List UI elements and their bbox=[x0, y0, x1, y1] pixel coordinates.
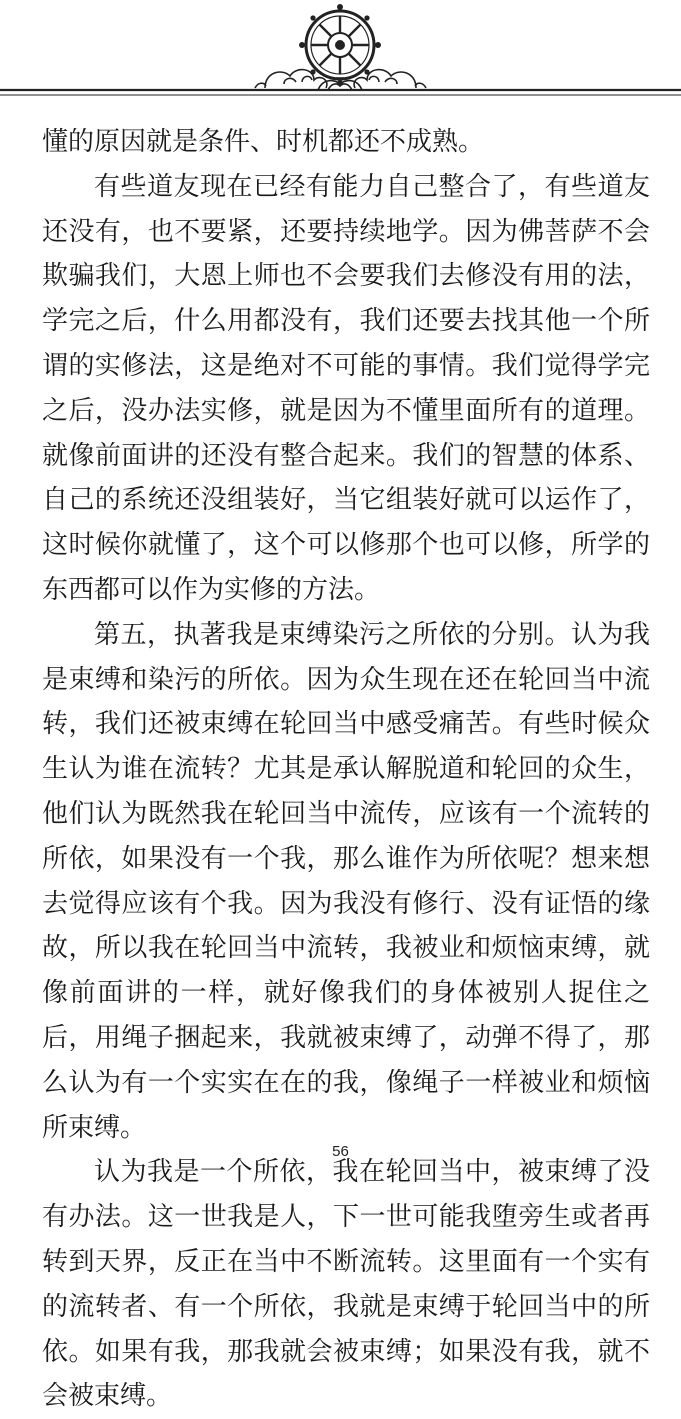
page-number: 56 bbox=[332, 1143, 349, 1160]
paragraph-1: 懂的原因就是条件、时机都还不成熟。 bbox=[42, 127, 485, 157]
paragraph-3: 第五，执著我是束缚染污之所依的分别。认为我是束缚和染污的所依。因为众生现在还在轮回当中流转，我们还被束缚在轮回当中感受痛苦。有些时候众生认为谁在流转？尤其是承认解脱道和轮回的众生，他们认为既然我在轮回当中流传，应该有一个流转的所依，如果没有一个我，那么谁作为所依呢？想来想去觉得应该有个我。因为我没有修行、没有证悟的缘故，所以我在轮回当中流转，我被业和烦恼束缚，就像前面讲的一样，就好像我们的身体被别人捉住之后，用绳子捆起来，我就被束缚了，动弹不得了，那么认为有一个实实在在的我，像绳子一样被业和烦恼所束缚。 bbox=[42, 619, 650, 1143]
paragraph-4: 认为我是一个所依，我在轮回当中，被束缚了没有办法。这一世我是人，下一世可能我堕旁生或者再转到天界，反正在当中不断流转。这里面有一个实有的流转者、有一个所依，我就是束缚于轮回当中的所依。如果有我，那我就会被束缚；如果没有我，就不会被束缚。 bbox=[42, 1157, 650, 1412]
paragraph-2: 有些道友现在已经有能力自己整合了，有些道友还没有，也不要紧，还要持续地学。因为佛菩萨不会欺骗我们，大恩上师也不会要我们去修没有用的法，学完之后，什么用都没有，我们还要去找其他一个所谓的实修法，这是绝对不可能的事情。我们觉得学完之后，没办法实修，就是因为不懂里面所有的道理。就像前面讲的还没有整合起来。我们的智慧的体系、自己的系统还没组装好，当它组装好就可以运作了，这时候你就懂了，这个可以修那个也可以修，所学的东西都可以作为实修的方法。 bbox=[42, 171, 650, 605]
dharma-wheel-ornament bbox=[0, 0, 681, 110]
body-text bbox=[42, 120, 650, 1419]
